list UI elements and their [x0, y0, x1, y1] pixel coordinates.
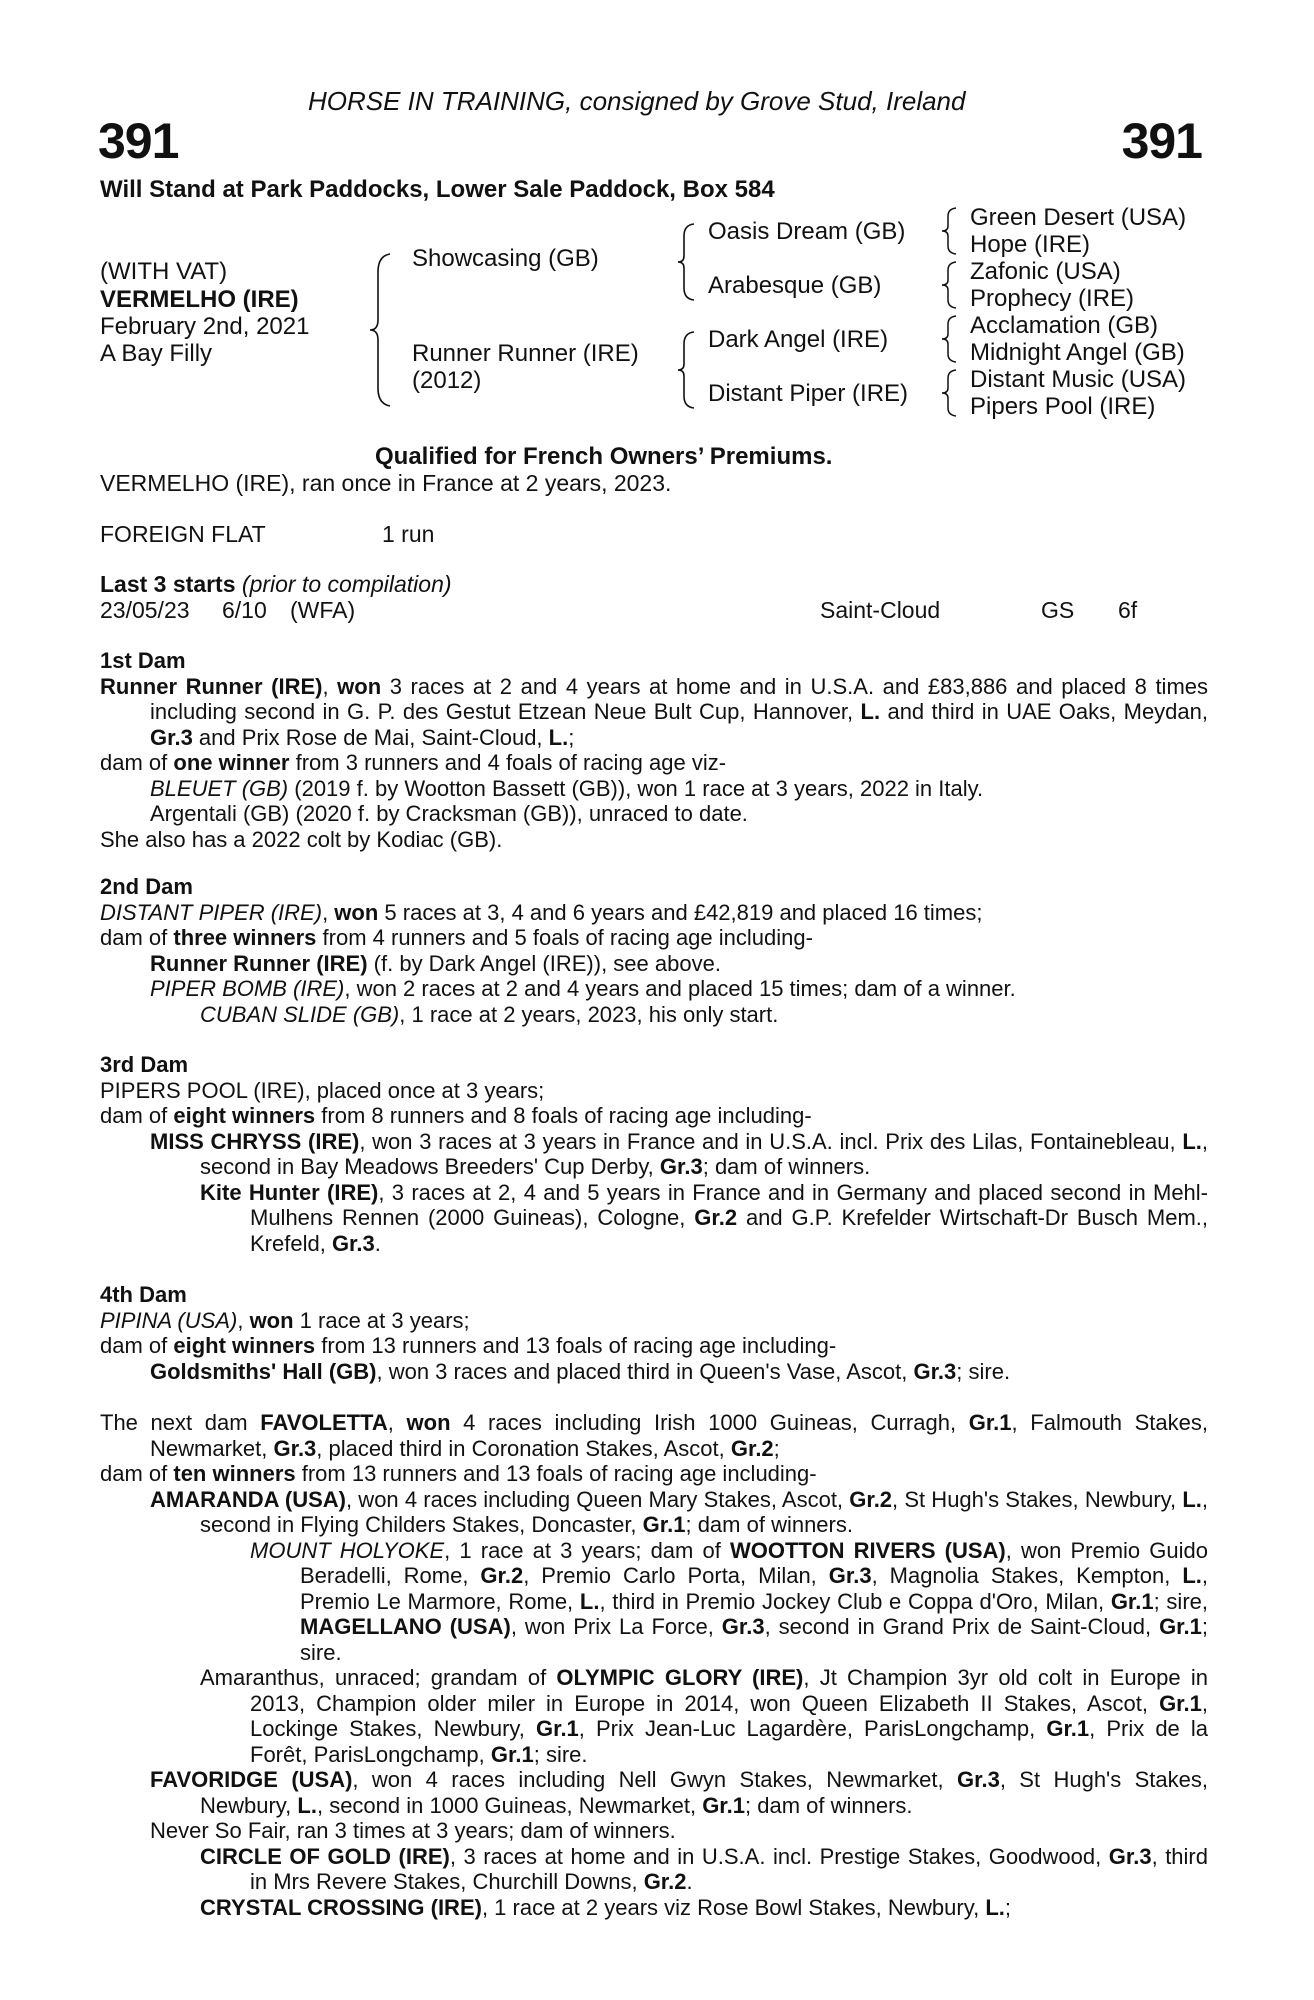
last-starts-title: Last 3 starts — [100, 571, 236, 597]
dam-name: DISTANT PIPER (IRE) — [100, 899, 323, 925]
text: and third in UAE Oaks, Meydan, — [880, 699, 1209, 724]
first-dam-section — [100, 648, 1208, 852]
text: . — [686, 1869, 693, 1894]
pedigree-g2-2: Dark Angel (IRE) — [708, 326, 889, 353]
text: dam of — [100, 1103, 174, 1128]
group-badge: Gr.3 — [721, 1614, 765, 1639]
start-date: 23/05/23 — [100, 597, 190, 623]
text: , Premio Le Marmore, Rome, — [300, 1563, 1208, 1614]
race-summary: VERMELHO (IRE), ran once in France at 2 years, 2023. — [100, 470, 672, 496]
group-badge: Gr.1 — [535, 1716, 579, 1741]
produce-name: CUBAN SLIDE (GB) — [200, 1001, 400, 1027]
produce-line — [100, 1359, 1208, 1385]
text: dam of — [100, 1333, 174, 1358]
consignment-line: HORSE IN TRAINING, consigned by Grove Stud, Ireland — [308, 86, 966, 116]
text: (2019 f. by Wootton Bassett (GB)), won 1 race at 3 years, 2022 in Italy. — [288, 775, 984, 801]
pedigree-g2-1: Arabesque (GB) — [708, 272, 882, 299]
text: ; dam of winners. — [685, 1512, 853, 1537]
winners-count: eight winners — [173, 1333, 316, 1358]
text: , 1 race at 3 years; dam of — [444, 1537, 730, 1563]
text: , 3 races at 2, 4 and 5 years in France and in Germany and placed second in Mehl-Mulhens Rennen (2000 Guineas), Cologne, — [250, 1179, 1209, 1230]
produce-line: Never So Fair, ran 3 times at 3 years; dam of winners. — [150, 1818, 676, 1843]
first-dam-heading: 1st Dam — [100, 648, 186, 673]
produce-name: Runner Runner (IRE) — [150, 950, 368, 976]
group-badge: Gr.2 — [849, 1486, 893, 1512]
produce-line — [100, 1002, 1208, 1028]
group-badge: Gr.1 — [1046, 1716, 1090, 1741]
group-badge: Gr.3 — [913, 1358, 957, 1384]
last-starts-note: (prior to compilation) — [241, 571, 452, 597]
text: ; — [773, 1435, 780, 1461]
fourth-dam-heading: 4th Dam — [100, 1282, 187, 1307]
group-badge: Gr.1 — [702, 1792, 745, 1818]
won-word: won — [249, 1307, 294, 1333]
pedigree-brace-sire — [676, 222, 698, 302]
text: , third in Mrs Revere Stakes, Churchill Downs, — [250, 1843, 1208, 1894]
text: , won 3 races at 3 years in France and in U.S.A. incl. Prix des Lilas, Fontainebleau, — [359, 1128, 1183, 1154]
produce-line — [100, 1895, 1208, 1921]
text: , Magnolia Stakes, Kempton, — [871, 1563, 1183, 1588]
group-badge: Gr.1 — [1159, 1614, 1202, 1639]
next-dam-produce — [100, 1461, 1208, 1487]
winners-count: three winners — [173, 925, 317, 950]
horse-description: A Bay Filly — [100, 340, 213, 367]
produce-note: She also has a 2022 colt by Kodiac (GB). — [100, 826, 503, 852]
text: ; — [1004, 1894, 1011, 1920]
first-dam-record: Runner Runner (IRE), won 3 races at 2 and 4 years at home and in U.S.A. and £83,886 and placed 8 times including second in G. P. des Gestut Etzean Neue Bult Cup, Hannover, L. and third in UAE Oaks, Meydan, Gr.3 and Prix Rose de Mai, Saint-Cloud, L.; — [100, 673, 1209, 750]
pedigree-brace-g3-2 — [940, 260, 960, 310]
produce-line — [100, 776, 1208, 802]
produce-name: MISS CHRYSS (IRE) — [150, 1128, 360, 1154]
text: ; — [568, 724, 575, 750]
text: , Lockinge Stakes, Newbury, — [250, 1690, 1208, 1741]
text: , Falmouth Stakes, Newmarket, — [150, 1410, 1208, 1461]
text: dam of — [100, 750, 174, 775]
produce-name: AMARANDA (USA) — [150, 1486, 347, 1512]
listed-badge: L. — [860, 699, 881, 724]
group-badge: Gr.3 — [150, 724, 193, 750]
last-starts-heading — [100, 571, 452, 598]
produce-line: Argentali (GB) (2020 f. by Cracksman (GB)), unraced to date. — [150, 801, 748, 826]
produce-name: OLYMPIC GLORY (IRE) — [556, 1665, 804, 1690]
text: ; sire. — [300, 1614, 1208, 1665]
text: dam of — [100, 1461, 174, 1486]
second-dam-section — [100, 874, 1208, 1027]
text: dam of — [100, 925, 174, 950]
premium-note: Qualified for French Owners’ Premiums. — [375, 443, 833, 470]
start-type: (WFA) — [290, 597, 356, 623]
text: (f. by Dark Angel (IRE)), see above. — [367, 950, 721, 976]
text: ; sire. — [956, 1358, 1011, 1384]
third-dam-record: PIPERS POOL (IRE), placed once at 3 years; — [100, 1077, 545, 1103]
group-badge: Gr.2 — [643, 1869, 687, 1894]
produce-name: Goldsmiths' Hall (GB) — [150, 1358, 377, 1384]
pedigree-g3-4: Acclamation (GB) — [970, 312, 1159, 339]
horse-dob: February 2nd, 2021 — [100, 313, 310, 340]
text: , 3 races at home and in U.S.A. incl. Prestige Stakes, Goodwood, — [449, 1843, 1109, 1869]
group-badge: Gr.3 — [273, 1435, 317, 1461]
pedigree-g2-3: Distant Piper (IRE) — [708, 380, 909, 407]
text: from 3 runners and 4 foals of racing age viz- — [289, 750, 727, 775]
group-badge: Gr.3 — [659, 1154, 703, 1179]
group-badge: Gr.1 — [642, 1512, 686, 1537]
group-badge: Gr.2 — [480, 1563, 524, 1588]
produce-name: Kite Hunter (IRE) — [200, 1179, 379, 1205]
third-dam-heading: 3rd Dam — [100, 1052, 189, 1077]
text: , placed third in Coronation Stakes, Ascot, — [316, 1435, 731, 1461]
fourth-dam-produce — [100, 1333, 1208, 1359]
group-badge: Gr.1 — [968, 1410, 1012, 1435]
third-dam-produce — [100, 1103, 1208, 1129]
won-word: won — [334, 899, 379, 925]
listed-badge: L. — [1182, 1486, 1202, 1512]
pedigree-g2-0: Oasis Dream (GB) — [708, 218, 906, 245]
text: , second in Grand Prix de Saint-Cloud, — [764, 1614, 1160, 1639]
text: . — [374, 1230, 381, 1256]
pedigree-dam: Runner Runner (IRE) — [412, 340, 639, 367]
produce-name: BLEUET (GB) — [150, 775, 289, 801]
third-dam-section — [100, 1052, 1208, 1256]
text: , second in Flying Childers Stakes, Doncaster, — [200, 1486, 1208, 1537]
produce-name: PIPER BOMB (IRE) — [150, 976, 345, 1001]
pedigree-brace-g3-1 — [940, 206, 960, 256]
listed-badge: L. — [297, 1792, 317, 1818]
text: ; dam of winners. — [702, 1154, 871, 1179]
group-badge: Gr.3 — [331, 1230, 375, 1256]
next-dam-section — [100, 1410, 1208, 1920]
produce-line — [100, 976, 1208, 1002]
produce-line — [100, 1538, 1208, 1666]
winners-count: eight winners — [173, 1103, 316, 1128]
text: and Prix Rose de Mai, Saint-Cloud, — [192, 724, 549, 750]
produce-name: CIRCLE OF GOLD (IRE) — [200, 1843, 450, 1869]
text: 4 races including Irish 1000 Guineas, Curragh, — [450, 1410, 969, 1435]
group-badge: Gr.2 — [730, 1435, 774, 1461]
text: Amaranthus, unraced; grandam of — [200, 1665, 557, 1690]
listed-badge: L. — [985, 1894, 1005, 1920]
text: from 8 runners and 8 foals of racing age including- — [315, 1103, 812, 1128]
text: , won 3 races and placed third in Queen's Vase, Ascot, — [376, 1358, 914, 1384]
pedigree-g3-7: Pipers Pool (IRE) — [970, 393, 1156, 420]
won-word: won — [406, 1410, 451, 1435]
start-going: GS — [1041, 597, 1075, 623]
pedigree-brace-main — [368, 250, 398, 410]
produce-name: FAVORIDGE (USA) — [150, 1767, 353, 1792]
fourth-dam-record: PIPINA (USA), won 1 race at 3 years; — [100, 1307, 470, 1333]
start-course: Saint-Cloud — [820, 597, 941, 623]
pedigree-g3-3: Prophecy (IRE) — [970, 285, 1135, 312]
dam-name: PIPINA (USA) — [100, 1307, 238, 1333]
pedigree-g3-0: Green Desert (USA) — [970, 204, 1187, 231]
listed-badge: L. — [579, 1588, 600, 1614]
text: , second in Bay Meadows Breeders' Cup Derby, — [200, 1128, 1208, 1179]
start-position: 6/10 — [222, 597, 267, 623]
produce-line — [100, 1180, 1208, 1257]
text: from 13 runners and 13 foals of racing age including- — [315, 1333, 837, 1358]
text: , won 4 races including Nell Gwyn Stakes, Newmarket, — [352, 1767, 957, 1792]
text: and G.P. Krefelder Wirtschaft-Dr Busch Mem., Krefeld, — [250, 1205, 1209, 1256]
text: 3 races at 2 and 4 years at home and in U.S.A. and £83,886 and placed 8 times including second in G. P. des Gestut Etzean Neue Bult Cup, Hannover, — [150, 673, 1209, 724]
start-distance: 6f — [1118, 597, 1138, 623]
pedigree-brace-g3-3 — [940, 314, 960, 364]
winners-count: ten winners — [173, 1461, 296, 1486]
produce-name: MOUNT HOLYOKE — [250, 1537, 445, 1563]
record-label: FOREIGN FLAT — [100, 521, 266, 547]
pedigree-sire: Showcasing (GB) — [412, 245, 599, 272]
second-dam-produce — [100, 925, 1208, 951]
produce-line — [100, 1767, 1208, 1818]
text: , Premio Carlo Porta, Milan, — [523, 1563, 829, 1588]
text: The next dam — [100, 1410, 261, 1435]
text: from 13 runners and 13 foals of racing age including- — [295, 1461, 817, 1486]
produce-line — [100, 951, 1208, 977]
text: ; dam of winners. — [745, 1792, 913, 1818]
stand-location: Will Stand at Park Paddocks, Lower Sale Paddock, Box 584 — [100, 176, 775, 203]
text: from 4 runners and 5 foals of racing age including- — [316, 925, 813, 950]
text: , St Hugh's Stakes, Newbury, — [200, 1767, 1208, 1818]
dam-name: Runner Runner (IRE) — [100, 673, 323, 699]
text: ; sire. — [533, 1741, 588, 1767]
group-badge: Gr.3 — [957, 1767, 1000, 1792]
text: , 1 race at 2 years viz Rose Bowl Stakes, Newbury, — [481, 1894, 986, 1920]
text: 5 races at 3, 4 and 6 years and £42,819 and placed 16 times; — [378, 899, 983, 925]
winners-count: one winner — [173, 750, 290, 775]
text: , Prix Jean-Luc Lagardère, ParisLongchamp, — [578, 1716, 1047, 1741]
produce-name: CRYSTAL CROSSING (IRE) — [200, 1894, 482, 1920]
group-badge: Gr.1 — [1159, 1690, 1202, 1716]
horse-name: VERMELHO (IRE) — [100, 286, 299, 313]
text: , third in Premio Jockey Club e Coppa d'Oro, Milan, — [599, 1588, 1111, 1614]
pedigree-g3-2: Zafonic (USA) — [970, 258, 1121, 285]
pedigree-g3-5: Midnight Angel (GB) — [970, 339, 1185, 366]
produce-name: MAGELLANO (USA) — [300, 1614, 511, 1639]
won-word: won — [337, 673, 382, 699]
fourth-dam-section — [100, 1282, 1208, 1384]
produce-line — [100, 1487, 1208, 1538]
pedigree-dam-year: (2012) — [412, 367, 482, 394]
pedigree-g3-1: Hope (IRE) — [970, 231, 1091, 258]
text: , 1 race at 2 years, 2023, his only start. — [399, 1001, 779, 1027]
lot-number-right: 391 — [1121, 113, 1202, 169]
listed-badge: L. — [1182, 1128, 1202, 1154]
text: , won Premio Guido Beradelli, Rome, — [300, 1537, 1208, 1588]
text: , won Prix La Force, — [510, 1614, 722, 1639]
first-dam-produce — [100, 750, 1208, 776]
record-value: 1 run — [382, 521, 435, 547]
listed-badge: L. — [548, 724, 569, 750]
group-badge: Gr.3 — [828, 1563, 872, 1588]
produce-line — [100, 1665, 1208, 1767]
second-dam-record: DISTANT PIPER (IRE), won 5 races at 3, 4 and 6 years and £42,819 and placed 16 times; — [100, 899, 983, 925]
group-badge: Gr.1 — [1110, 1588, 1154, 1614]
text: , won 2 races at 2 and 4 years and placed 15 times; dam of a winner. — [344, 976, 1016, 1001]
next-dam-record: The next dam FAVOLETTA, won 4 races including Irish 1000 Guineas, Curragh, Gr.1, Falmouth Stakes, Newmarket, Gr.3, placed third in Coronation Stakes, Ascot, Gr.2; — [100, 1410, 1208, 1461]
produce-name: WOOTTON RIVERS (USA) — [729, 1537, 1006, 1563]
text: , St Hugh's Stakes, Newbury, — [892, 1486, 1183, 1512]
second-dam-heading: 2nd Dam — [100, 874, 193, 899]
text: , Jt Champion 3yr old colt in Europe in 2013, Champion older miler in Europe in 2014, won Queen Elizabeth II Stakes, Ascot, — [250, 1665, 1208, 1716]
text: , second in 1000 Guineas, Newmarket, — [316, 1792, 703, 1818]
text: , Prix de la Forêt, ParisLongchamp, — [250, 1716, 1209, 1767]
pedigree-brace-dam — [676, 330, 698, 410]
text: , won 4 races including Queen Mary Stakes, Ascot, — [346, 1486, 850, 1512]
text: ; sire, — [1153, 1588, 1208, 1614]
group-badge: Gr.1 — [490, 1741, 534, 1767]
vat-note: (WITH VAT) — [100, 258, 228, 285]
pedigree-g3-6: Distant Music (USA) — [970, 366, 1187, 393]
listed-badge: L. — [1182, 1563, 1202, 1588]
produce-line — [100, 1129, 1208, 1180]
group-badge: Gr.2 — [694, 1205, 738, 1230]
produce-line — [100, 1844, 1208, 1895]
dam-name: FAVOLETTA — [260, 1410, 388, 1435]
lot-number-left: 391 — [98, 113, 179, 169]
text: 1 race at 3 years; — [293, 1307, 470, 1333]
group-badge: Gr.3 — [1108, 1843, 1152, 1869]
pedigree-brace-g3-4 — [940, 368, 960, 418]
